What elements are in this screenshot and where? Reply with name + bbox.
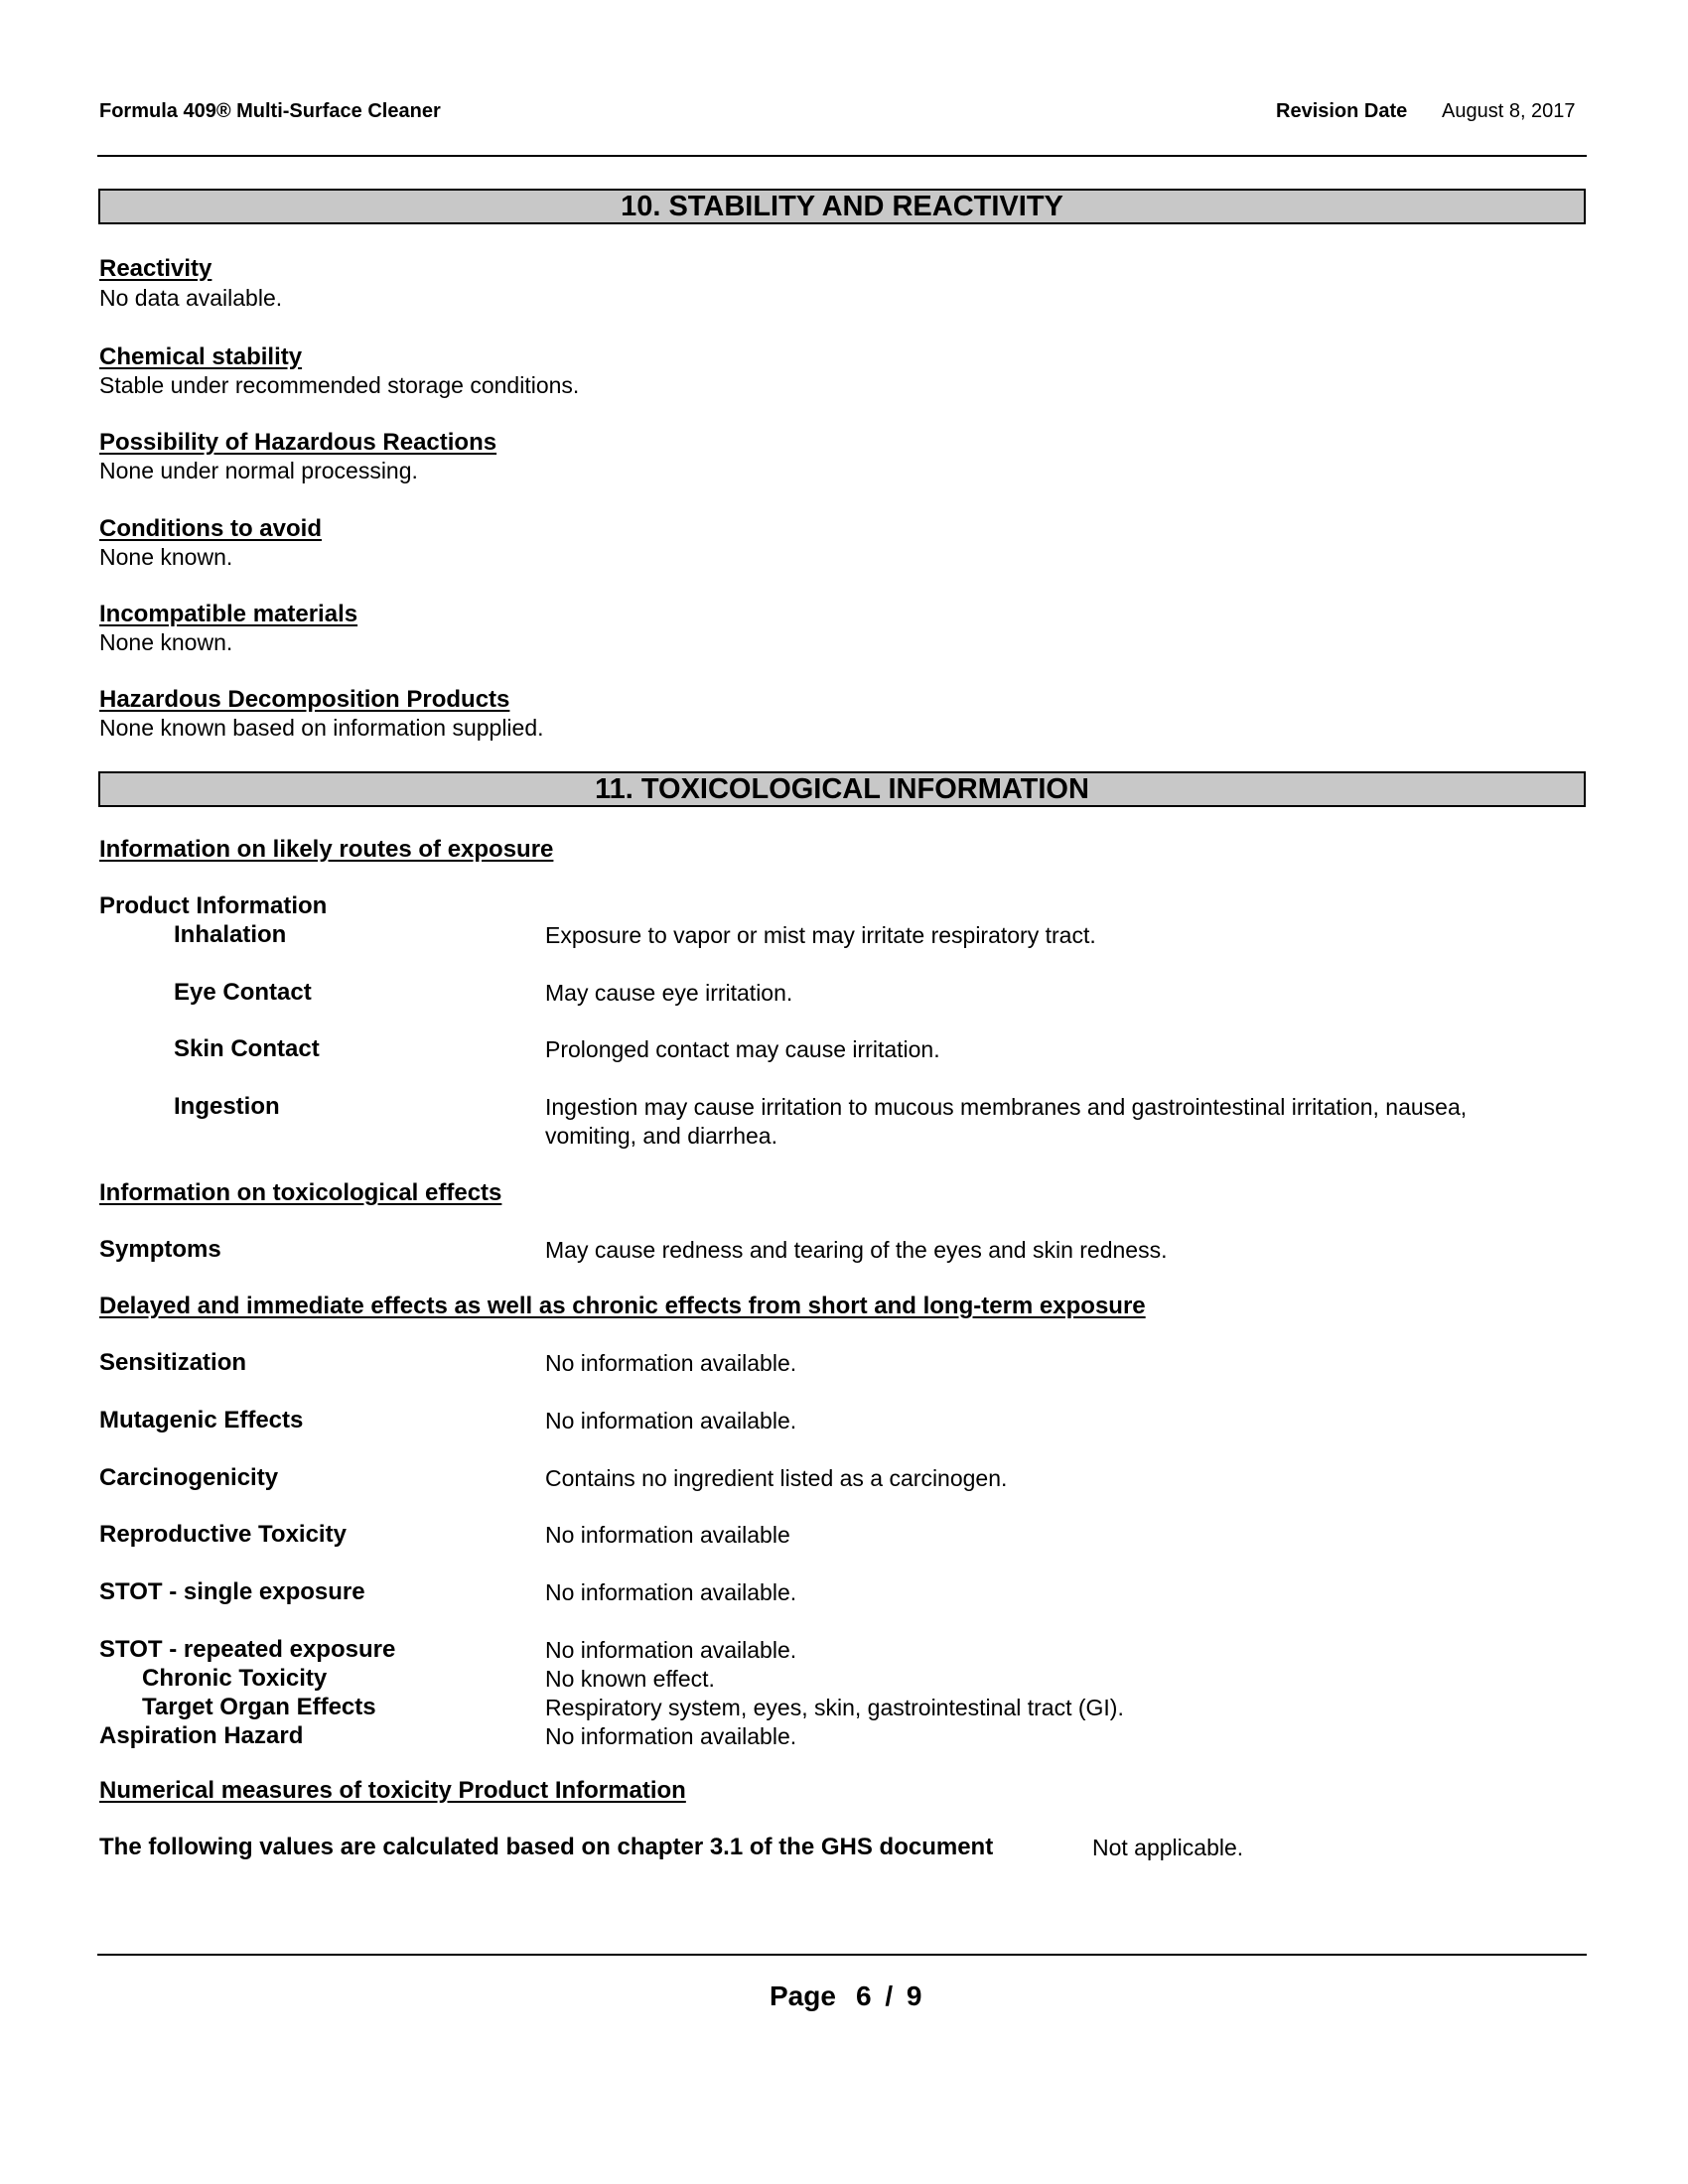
page-label: Page: [770, 1980, 836, 2011]
header-rule: [97, 155, 1587, 157]
ingestion-value: Ingestion may cause irritation to mucous membranes and gastrointestinal irritation, nausea, vomiting, and diarrhea.: [545, 1094, 1468, 1149]
hazardous-reactions-text: None under normal processing.: [99, 458, 418, 483]
stot-single-label: STOT - single exposure: [99, 1578, 365, 1605]
stot-single-value: No information available.: [545, 1579, 797, 1605]
reproductive-toxicity-value: No information available: [545, 1522, 790, 1548]
eye-contact-value: May cause eye irritation.: [545, 980, 793, 1006]
incompatible-materials-text: None known.: [99, 629, 233, 655]
section-11-title: 11. TOXICOLOGICAL INFORMATION: [98, 771, 1586, 807]
symptoms-value: May cause redness and tearing of the eyes and skin redness.: [545, 1237, 1168, 1263]
sensitization-label: Sensitization: [99, 1349, 247, 1376]
target-organ-label: Target Organ Effects: [142, 1694, 376, 1720]
aspiration-hazard-label: Aspiration Hazard: [99, 1722, 304, 1749]
mutagenic-effects-label: Mutagenic Effects: [99, 1407, 304, 1433]
mutagenic-effects-value: No information available.: [545, 1408, 797, 1433]
hazardous-reactions-heading: Possibility of Hazardous Reactions: [99, 429, 497, 456]
footer-rule: [97, 1954, 1587, 1956]
reactivity-heading: Reactivity: [99, 255, 212, 282]
target-organ-value: Respiratory system, eyes, skin, gastrointestinal tract (GI).: [545, 1695, 1124, 1720]
reactivity-text: No data available.: [99, 285, 283, 311]
carcinogenicity-value: Contains no ingredient listed as a carcinogen.: [545, 1465, 1008, 1491]
skin-contact-value: Prolonged contact may cause irritation.: [545, 1036, 940, 1062]
aspiration-hazard-value: No information available.: [545, 1723, 797, 1749]
sensitization-value: No information available.: [545, 1350, 797, 1376]
eye-contact-label: Eye Contact: [174, 979, 312, 1006]
incompatible-materials-heading: Incompatible materials: [99, 601, 358, 627]
numerical-measures-heading: Numerical measures of toxicity Product Information: [99, 1777, 686, 1804]
product-name: Formula 409® Multi-Surface Cleaner: [99, 100, 441, 122]
decomposition-products-heading: Hazardous Decomposition Products: [99, 686, 510, 713]
chemical-stability-heading: Chemical stability: [99, 343, 303, 370]
ingestion-label: Ingestion: [174, 1093, 280, 1120]
product-information-label: Product Information: [99, 892, 328, 919]
conditions-to-avoid-heading: Conditions to avoid: [99, 515, 322, 542]
toxicological-effects-heading: Information on toxicological effects: [99, 1179, 502, 1206]
stot-repeated-label: STOT - repeated exposure: [99, 1636, 396, 1663]
ghs-calculation-label: The following values are calculated based on chapter 3.1 of the GHS document: [99, 1834, 994, 1860]
section-10-title: 10. STABILITY AND REACTIVITY: [98, 189, 1586, 224]
chronic-toxicity-label: Chronic Toxicity: [142, 1665, 328, 1692]
chemical-stability-text: Stable under recommended storage conditions.: [99, 372, 580, 398]
inhalation-label: Inhalation: [174, 921, 287, 948]
revision-date: August 8, 2017: [1442, 100, 1576, 122]
revision-date-label: Revision Date: [1276, 100, 1408, 122]
symptoms-label: Symptoms: [99, 1236, 221, 1263]
carcinogenicity-label: Carcinogenicity: [99, 1464, 279, 1491]
conditions-to-avoid-text: None known.: [99, 544, 233, 570]
ghs-calculation-value: Not applicable.: [1092, 1835, 1244, 1860]
chronic-toxicity-value: No known effect.: [545, 1666, 715, 1692]
stot-repeated-value: No information available.: [545, 1637, 797, 1663]
page-number: 6 / 9: [856, 1980, 922, 2011]
routes-heading: Information on likely routes of exposure: [99, 836, 554, 863]
skin-contact-label: Skin Contact: [174, 1035, 320, 1062]
inhalation-value: Exposure to vapor or mist may irritate respiratory tract.: [545, 922, 1096, 948]
reproductive-toxicity-label: Reproductive Toxicity: [99, 1521, 347, 1548]
delayed-effects-heading: Delayed and immediate effects as well as chronic effects from short and long-term exposure: [99, 1293, 1146, 1319]
decomposition-products-text: None known based on information supplied.: [99, 715, 544, 741]
